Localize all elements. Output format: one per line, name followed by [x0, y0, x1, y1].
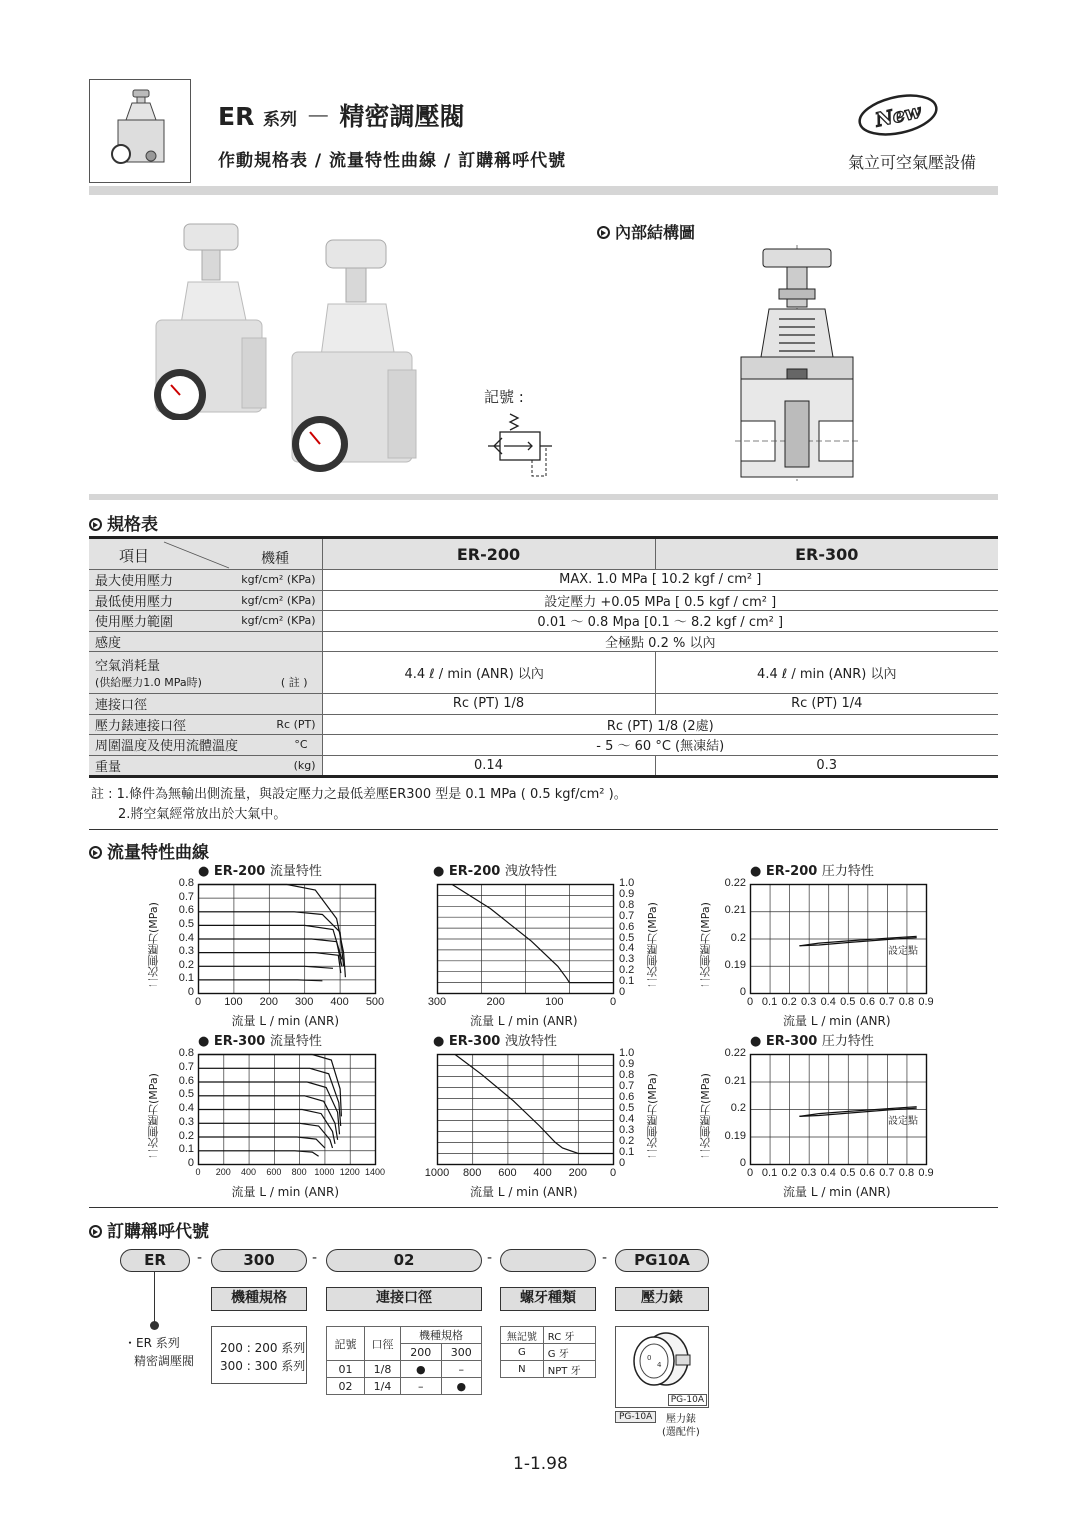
- chart-plot: [198, 1054, 377, 1166]
- row-value: Rc (PT) 1/8 (2處): [322, 714, 998, 735]
- spec-row-sensitivity: [89, 631, 998, 652]
- x-tick-label: 0: [609, 996, 617, 1008]
- y-tick-label: 0.2: [178, 958, 194, 971]
- row-value: 設定壓力 +0.05 MPa [ 0.5 kgf / cm² ]: [322, 590, 998, 611]
- port-size: 1/8: [365, 1361, 401, 1378]
- series-connector-dot: [150, 1321, 159, 1330]
- chart-title-model: ● ER-200: [750, 864, 822, 879]
- y-tick-label: 0.1: [178, 972, 194, 985]
- code-dash: -: [312, 1250, 318, 1266]
- x-tick-label: 400: [330, 996, 349, 1008]
- product-divider: [89, 494, 998, 500]
- y-tick-label: 0.7: [619, 909, 635, 922]
- x-tick-label: 200: [215, 1167, 231, 1177]
- series-suffix: 系列: [263, 110, 298, 130]
- y-tick-label: 0.21: [724, 1074, 746, 1087]
- product-photo-er200: [150, 220, 280, 424]
- category-gauge: 壓力錶: [615, 1287, 709, 1311]
- pressure-regulator-symbol-icon: [488, 410, 554, 482]
- y-tick-label: 0.8: [619, 1069, 635, 1081]
- port-availability-200: –: [401, 1378, 442, 1395]
- spec-row-temperature: [89, 735, 998, 756]
- regulator-cross-section-icon: [735, 245, 859, 481]
- y-tick-label: 0.6: [619, 920, 635, 933]
- y-tick-label: 0.3: [619, 953, 635, 966]
- y-tick-label: 0.7: [178, 890, 194, 903]
- flow-section-title: [89, 838, 209, 863]
- y-tick-label: 0.19: [724, 1129, 746, 1142]
- row-unit: Rc (PT): [276, 717, 316, 731]
- set-point-label: 設定點: [888, 1116, 918, 1127]
- y-tick-label: 0.8: [178, 1047, 194, 1059]
- model-option-300: 300 : 300 系列: [220, 1359, 306, 1373]
- port-size: 1/4: [365, 1378, 401, 1395]
- y-tick-label: 0.2: [619, 1135, 635, 1147]
- chart-title-rest: 圧力特性: [821, 864, 874, 879]
- chart-title: [750, 860, 874, 879]
- y-tick-label: 0.4: [619, 942, 635, 955]
- x-axis-label: 流量 L / min (ANR): [470, 1185, 578, 1199]
- y-tick-label: 0.1: [619, 1146, 635, 1158]
- chart-title: [198, 1030, 322, 1049]
- y-tick-label: 0: [739, 1157, 746, 1169]
- spec-notes: [91, 785, 627, 825]
- chart-title-rest: 流量特性: [269, 1034, 322, 1049]
- page-number: 1-1.98: [513, 1454, 568, 1474]
- port-header-code: 記號: [327, 1327, 365, 1361]
- chart-title-model: ● ER-200: [198, 864, 270, 879]
- series-note-line2: 精密調壓閥: [134, 1354, 195, 1368]
- gauge-caption-line1: 壓力錶: [666, 1414, 696, 1425]
- new-badge: [856, 93, 940, 141]
- row-value: 全極點 0.2 % 以內: [322, 631, 998, 652]
- y-tick-label: 0.5: [619, 931, 635, 944]
- y-tick-label: 1.0: [619, 877, 635, 889]
- internal-structure-diagram: [735, 245, 859, 485]
- chart-plot: [437, 1054, 615, 1166]
- y-tick-label: 0.2: [730, 931, 746, 944]
- row-label: 最大使用壓力: [95, 574, 174, 590]
- series-line: [199, 1068, 341, 1126]
- header-divider: [89, 186, 998, 195]
- series-line: [199, 1096, 338, 1140]
- y-tick-label: 0.1: [178, 1143, 194, 1156]
- port-header-size: 口徑: [365, 1327, 401, 1361]
- model-options-box: [211, 1326, 307, 1384]
- series-code: ER: [218, 102, 255, 131]
- charts-divider: [89, 1207, 998, 1208]
- y-tick-label: 0.6: [178, 1074, 194, 1087]
- y-tick-label: 0: [619, 1157, 626, 1169]
- port-availability-200: ●: [401, 1361, 442, 1378]
- chart-title-rest: 洩放特性: [504, 1034, 557, 1049]
- pressure-gauge-icon: [630, 1331, 696, 1387]
- y-tick-label: 0.4: [178, 931, 194, 944]
- chart-title: [433, 1030, 557, 1049]
- section-bullet-icon: [597, 226, 610, 239]
- y-tick-label: 0.2: [730, 1102, 746, 1114]
- port-availability-300: ●: [441, 1378, 482, 1395]
- series-connector-line: [154, 1272, 155, 1324]
- x-tick-label: 100: [224, 996, 243, 1008]
- spec-row-min-pressure: [89, 590, 998, 611]
- x-tick-label: 0: [746, 996, 754, 1008]
- y-tick-label: 0.19: [724, 958, 746, 971]
- x-tick-label: 400: [241, 1167, 257, 1177]
- spec-row-port-size: [89, 694, 998, 715]
- thread-code: 無記號: [501, 1327, 544, 1344]
- series-line: [455, 1055, 613, 1154]
- x-axis-label: 流量 L / min (ANR): [231, 1185, 340, 1199]
- chart-title: [433, 860, 557, 879]
- series-line: [199, 1151, 319, 1157]
- x-tick-label: 0.9: [918, 996, 934, 1008]
- code-dash: -: [197, 1250, 203, 1266]
- row-label: 周圍溫度及使用流體溫度: [95, 739, 239, 755]
- x-tick-label: 1400: [364, 1167, 386, 1177]
- x-tick-label: 200: [568, 1167, 587, 1179]
- spec-note-1: 註 : 1.條件為無輸出側流量，與設定壓力之最低差壓ER300 型是 0.1 MPa ( 0.5 kgf/cm² )。: [91, 787, 627, 802]
- regulator-photo-icon: [150, 220, 280, 420]
- x-tick-label: 0.8: [898, 996, 915, 1008]
- y-tick-label: 0: [187, 986, 194, 998]
- y-tick-label: 0.3: [178, 945, 194, 958]
- chart-title-rest: 洩放特性: [504, 864, 557, 879]
- x-tick-label: 0.5: [840, 996, 856, 1008]
- gauge-caption: [662, 1413, 700, 1439]
- category-thread: 螺牙種類: [500, 1287, 596, 1311]
- spec-row-air-consumption: [89, 652, 998, 694]
- thread-name: RC 牙: [543, 1327, 595, 1344]
- chart-title-model: ● ER-300: [198, 1034, 270, 1049]
- row-label: 使用壓力範圍: [95, 615, 174, 631]
- y-tick-label: 0.7: [178, 1060, 194, 1073]
- spec-row-weight: [89, 755, 998, 776]
- y-tick-label: 0.21: [724, 904, 746, 917]
- thread-row: [501, 1361, 596, 1378]
- x-tick-label: 1000: [424, 1167, 450, 1179]
- thread-name: NPT 牙: [543, 1361, 595, 1378]
- row-label: 最低使用壓力: [95, 594, 174, 610]
- row-unit: kgf/cm² (KPa): [241, 573, 316, 586]
- code-dash: -: [602, 1250, 608, 1266]
- thread-code: N: [501, 1361, 544, 1378]
- x-tick-label: 600: [498, 1167, 517, 1179]
- model-er300-header: ER-300: [655, 538, 998, 570]
- gauge-image-box: [615, 1326, 709, 1408]
- spec-row-gauge-port: [89, 714, 998, 735]
- row-unit: ( 註 ): [280, 676, 308, 689]
- y-tick-label: 0.8: [619, 898, 635, 911]
- chart-plot: [750, 884, 928, 995]
- chart-plot: [437, 884, 615, 995]
- model-option-200: 200 : 200 系列: [220, 1341, 306, 1355]
- gauge-dial-four: 4: [657, 1361, 662, 1369]
- x-tick-label: 0.1: [761, 1167, 778, 1179]
- row-label: 感度: [95, 635, 122, 651]
- y-tick-label: 0.22: [724, 1047, 746, 1059]
- series-line: [199, 980, 323, 981]
- series-line: [199, 925, 342, 959]
- y-tick-label: 0.6: [178, 904, 194, 917]
- header-model-label: 機種: [261, 551, 289, 567]
- row-label: 空氣消耗量: [95, 659, 161, 674]
- y-tick-label: 0.7: [619, 1080, 635, 1092]
- x-tick-label: 200: [486, 996, 505, 1008]
- x-tick-label: 300: [427, 996, 447, 1008]
- y-tick-label: 0: [619, 986, 626, 998]
- y-tick-label: 0.2: [178, 1129, 194, 1142]
- row-unit: °C: [294, 738, 308, 751]
- series-line: [199, 1137, 325, 1148]
- x-tick-label: 500: [365, 996, 385, 1008]
- y-axis-label: 二次側壓力(MPa): [147, 902, 160, 988]
- chart-title-model: ● ER-300: [750, 1034, 822, 1049]
- category-model: 機種規格: [211, 1287, 307, 1311]
- symbol-label: 記號 :: [484, 388, 524, 406]
- x-tick-label: 0.2: [781, 996, 797, 1008]
- x-tick-label: 0.4: [820, 996, 836, 1008]
- notes-divider: [89, 829, 998, 830]
- section-bullet-icon: [89, 518, 102, 531]
- y-tick-label: 1.0: [619, 1047, 635, 1059]
- x-tick-label: 0: [746, 1167, 754, 1179]
- x-tick-label: 0.6: [859, 1167, 875, 1179]
- regulator-symbol: [488, 410, 554, 486]
- y-tick-label: 0.22: [724, 877, 746, 889]
- gauge-caption-line2: (選配件): [662, 1427, 700, 1438]
- model-er200-header: ER-200: [322, 538, 655, 570]
- x-tick-label: 0.3: [801, 1167, 817, 1179]
- x-tick-label: 1000: [314, 1167, 335, 1177]
- regulator-photo-icon: [288, 238, 428, 478]
- thread-name: G 牙: [543, 1344, 595, 1361]
- x-axis-label: 流量 L / min (ANR): [783, 1014, 891, 1028]
- row-value-er300: 4.4 ℓ / min (ANR) 以內: [655, 652, 998, 694]
- series-line: [199, 966, 334, 968]
- x-tick-label: 100: [545, 996, 564, 1008]
- x-tick-label: 200: [259, 996, 278, 1008]
- page-title: [218, 97, 465, 133]
- chart-title: [198, 860, 322, 879]
- port-header-200: 200: [401, 1344, 442, 1361]
- row-value: - 5 ～ 60 °C (無凍結): [322, 735, 998, 756]
- code-port: 02: [326, 1249, 482, 1272]
- x-tick-label: 0.2: [781, 1167, 797, 1179]
- y-axis-label: 二次側壓力(MPa): [646, 902, 659, 988]
- category-port: 連接口徑: [326, 1287, 482, 1311]
- series-note: [124, 1334, 194, 1370]
- thread-row: [501, 1344, 596, 1361]
- section-bullet-icon: [89, 1225, 102, 1238]
- row-label: 連接口徑: [95, 698, 148, 714]
- y-tick-label: 0.4: [619, 1113, 635, 1125]
- x-axis-label: 流量 L / min (ANR): [231, 1014, 340, 1028]
- gauge-dial-zero: 0: [647, 1354, 652, 1362]
- x-tick-label: 0: [195, 1167, 201, 1177]
- row-value-er300: Rc (PT) 1/4: [655, 694, 998, 715]
- port-header-300: 300: [441, 1344, 482, 1361]
- port-availability-300: –: [441, 1361, 482, 1378]
- y-tick-label: 0.8: [178, 877, 194, 889]
- y-tick-label: 0.6: [619, 1091, 635, 1103]
- y-tick-label: 0.2: [619, 964, 635, 977]
- port-table: [326, 1326, 482, 1395]
- x-tick-label: 0.9: [918, 1167, 934, 1179]
- port-code: 02: [327, 1378, 365, 1395]
- code-model: 300: [211, 1249, 307, 1272]
- x-tick-label: 300: [295, 996, 314, 1008]
- row-value: 0.01 ～ 0.8 Mpa [0.1 ～ 8.2 kgf / cm² ]: [322, 611, 998, 632]
- gauge-inner-label: PG-10A: [668, 1394, 707, 1406]
- port-code: 01: [327, 1361, 365, 1378]
- y-tick-label: 0.5: [178, 917, 194, 930]
- y-tick-label: 0.9: [619, 1058, 635, 1070]
- order-title-text: 訂購稱呼代號: [107, 1222, 209, 1242]
- x-tick-label: 0: [194, 996, 202, 1008]
- product-name: 精密調壓閥: [339, 102, 465, 131]
- chart-title-rest: 圧力特性: [821, 1034, 874, 1049]
- port-row: [327, 1361, 482, 1378]
- row-value-er200: 4.4 ℓ / min (ANR) 以內: [322, 652, 655, 694]
- spec-header-row: [89, 538, 998, 570]
- series-line: [199, 1123, 333, 1148]
- product-photo-er300: [288, 238, 428, 482]
- y-axis-label: 二次側壓力(MPa): [147, 1073, 160, 1159]
- y-tick-label: 0.3: [619, 1124, 635, 1136]
- x-tick-label: 1200: [339, 1167, 360, 1177]
- x-tick-label: 800: [463, 1167, 482, 1179]
- x-tick-label: 0.4: [820, 1167, 836, 1179]
- chart-title: [750, 1030, 874, 1049]
- row-value: MAX. 1.0 MPa [ 10.2 kgf / cm² ]: [322, 570, 998, 591]
- y-axis-label: 二次側壓力(MPa): [699, 1073, 712, 1159]
- section-bullet-icon: [89, 846, 102, 859]
- spec-row-pressure-range: [89, 611, 998, 632]
- x-tick-label: 0.7: [879, 996, 895, 1008]
- series-line: [452, 885, 613, 983]
- row-value-er300: 0.3: [655, 755, 998, 776]
- gauge-outer-label: PG-10A: [615, 1411, 656, 1423]
- y-tick-label: 0.1: [619, 975, 635, 988]
- y-tick-label: 0: [187, 1157, 194, 1169]
- x-tick-label: 0.3: [801, 996, 817, 1008]
- code-gauge: PG10A: [615, 1249, 709, 1272]
- header-item-label: 項目: [119, 547, 150, 565]
- x-tick-label: 0.6: [859, 996, 875, 1008]
- row-unit: kgf/cm² (KPa): [241, 593, 316, 607]
- thread-row: [501, 1327, 596, 1344]
- x-tick-label: 0.7: [879, 1167, 895, 1179]
- row-label: 重量: [95, 759, 122, 775]
- row-sublabel: (供給壓力1.0 MPa時): [95, 676, 202, 689]
- row-label: 壓力錶連接口徑: [95, 718, 187, 734]
- x-tick-label: 0.8: [898, 1167, 915, 1179]
- product-thumbnail: [89, 79, 191, 183]
- spec-row-max-pressure: [89, 570, 998, 591]
- page-subtitle: 作動規格表 / 流量特性曲線 / 訂購稱呼代號: [218, 151, 567, 171]
- order-section-title: [89, 1217, 209, 1242]
- chart-title-rest: 流量特性: [269, 864, 322, 879]
- y-tick-label: 0.9: [619, 887, 635, 900]
- chart-title-model: ● ER-300: [433, 1034, 505, 1049]
- row-value-er200: 0.14: [322, 755, 655, 776]
- structure-title-text: 內部結構圖: [615, 223, 696, 242]
- new-badge-icon: [856, 93, 940, 137]
- thread-code: G: [501, 1344, 544, 1361]
- x-tick-label: 400: [533, 1167, 552, 1179]
- spec-header-corner: [89, 538, 322, 570]
- company-name: 氣立可空氣壓設備: [848, 153, 977, 172]
- x-tick-label: 0.1: [761, 996, 778, 1008]
- chart-plot: [198, 884, 377, 995]
- new-badge-text: New: [873, 100, 923, 132]
- x-axis-label: 流量 L / min (ANR): [470, 1014, 578, 1028]
- code-series: ER: [120, 1249, 190, 1272]
- thread-table: [500, 1326, 596, 1378]
- y-tick-label: 0.3: [178, 1115, 194, 1128]
- spec-section-title: [89, 510, 158, 535]
- title-dash: －: [305, 102, 331, 131]
- y-tick-label: 0.5: [619, 1102, 635, 1114]
- x-tick-label: 0.5: [840, 1167, 856, 1179]
- spec-title-text: 規格表: [107, 515, 158, 535]
- chart-plot: [750, 1054, 928, 1166]
- code-dash: -: [487, 1250, 493, 1266]
- x-tick-label: 0: [609, 1167, 617, 1179]
- internal-structure-title: [597, 220, 695, 243]
- x-axis-label: 流量 L / min (ANR): [783, 1185, 891, 1199]
- x-tick-label: 600: [266, 1167, 282, 1177]
- flow-title-text: 流量特性曲線: [107, 843, 209, 863]
- row-unit: (kg): [293, 758, 316, 772]
- spec-table: [89, 536, 998, 778]
- code-thread: [500, 1249, 596, 1272]
- series-note-line1: ・ER 系列: [124, 1336, 180, 1350]
- port-header-model: 機種規格: [401, 1327, 482, 1344]
- x-tick-label: 800: [291, 1167, 307, 1177]
- row-value-er200: Rc (PT) 1/8: [322, 694, 655, 715]
- y-tick-label: 0.5: [178, 1088, 194, 1101]
- y-axis-label: 二次側壓力(MPa): [646, 1073, 659, 1159]
- row-unit: kgf/cm² (KPa): [241, 614, 316, 627]
- set-point-label: 設定點: [888, 946, 918, 957]
- y-tick-label: 0: [739, 986, 746, 998]
- y-axis-label: 二次側壓力(MPa): [699, 902, 712, 988]
- spec-note-2: 2.將空氣經常放出於大氣中。: [118, 807, 287, 822]
- port-row: [327, 1378, 482, 1395]
- y-tick-label: 0.4: [178, 1102, 194, 1114]
- chart-title-model: ● ER-200: [433, 864, 505, 879]
- regulator-thumbnail-icon: [90, 80, 190, 182]
